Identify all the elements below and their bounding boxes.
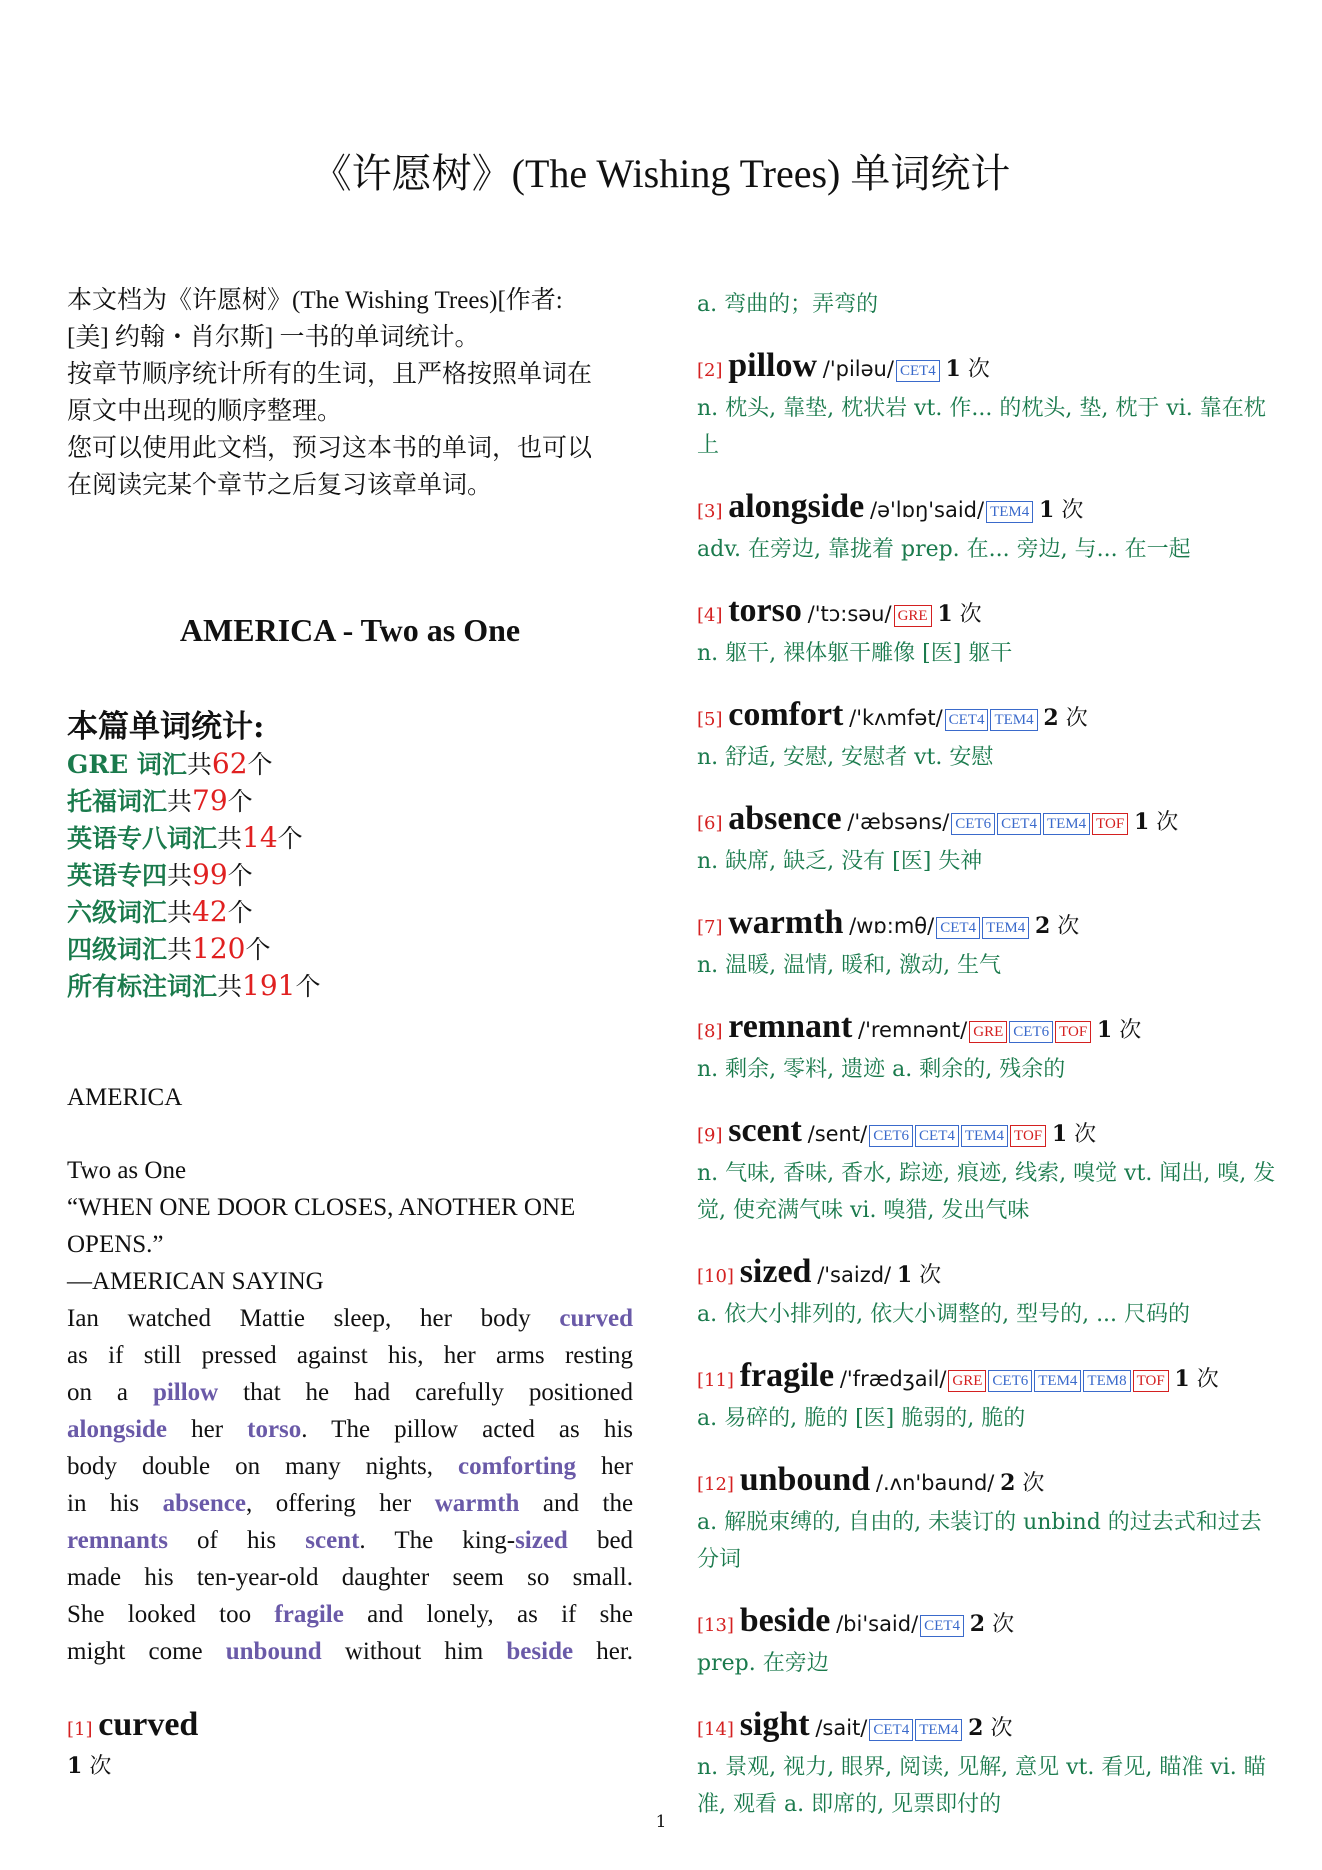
- passage-text: and lonely, as if she: [367, 1601, 634, 1628]
- entry-count-suffix: 次: [919, 1263, 942, 1288]
- keyword-comforting: comforting: [458, 1453, 577, 1480]
- passage-text: her: [601, 1453, 633, 1480]
- entry-phonetic: /'remnənt/: [858, 1018, 968, 1042]
- keyword-fragile: fragile: [274, 1601, 344, 1628]
- entry-word: scent: [728, 1112, 802, 1149]
- entry-index: [14]: [697, 1719, 734, 1740]
- level-tag: CET4: [920, 1615, 964, 1637]
- entry-index: [6]: [697, 813, 723, 834]
- stat-row: [67, 968, 633, 1005]
- vocab-entry: [697, 800, 1277, 880]
- passage-line: Two as One: [67, 1157, 187, 1184]
- entry-count-suffix: 次: [959, 602, 982, 627]
- entry-word: sight: [739, 1706, 810, 1743]
- stat-prefix: 共: [186, 750, 212, 779]
- entry-count-number: 1: [1039, 497, 1055, 523]
- stat-prefix: 共: [217, 824, 243, 853]
- entry-definition: prep. 在旁边: [697, 1651, 829, 1676]
- entry-definition: adv. 在旁边, 靠拢着 prep. 在... 旁边, 与... 在一起: [697, 537, 1191, 562]
- passage-text: her: [191, 1416, 224, 1443]
- passage-line: “WHEN ONE DOOR CLOSES, ANOTHER ONE: [67, 1194, 576, 1221]
- vocab-entry: [697, 1253, 1277, 1333]
- passage-line: AMERICA: [67, 1084, 183, 1111]
- level-tag: TEM4: [982, 917, 1029, 939]
- entry-index: [5]: [697, 709, 723, 730]
- stat-prefix: 共: [167, 861, 193, 890]
- stat-suffix: 个: [277, 824, 303, 853]
- level-tag: CET4: [896, 360, 940, 382]
- stat-suffix: 个: [227, 787, 253, 816]
- stat-suffix: 个: [227, 861, 253, 890]
- entry-head: [697, 488, 1277, 531]
- stat-count: 14: [242, 821, 278, 854]
- level-tag: CET4: [936, 917, 980, 939]
- right-column: [697, 286, 1277, 1847]
- stat-prefix: 共: [167, 935, 193, 964]
- entry-word: warmth: [728, 904, 844, 941]
- entry-count-suffix: 次: [1057, 914, 1080, 939]
- entry-count-suffix: 次: [1196, 1367, 1219, 1392]
- entry-head: [697, 592, 1277, 635]
- entry-word: beside: [739, 1602, 831, 1639]
- intro-line: 在阅读完某个章节之后复习该章单词。: [67, 472, 493, 499]
- entry-phonetic: /'frædʒail/: [839, 1367, 947, 1391]
- entry-head: [697, 800, 1277, 843]
- level-tag: TEM4: [986, 501, 1033, 523]
- entry-count-number: 1: [1133, 809, 1150, 835]
- entry-count: [937, 602, 981, 627]
- entry-head: [67, 1706, 633, 1749]
- entry-count-suffix: 次: [1074, 1122, 1097, 1147]
- vocab-entry: [697, 347, 1277, 464]
- entry-phonetic: /bi'said/: [836, 1612, 919, 1636]
- entry-index: [2]: [697, 360, 723, 381]
- level-tag: CET6: [1009, 1021, 1053, 1043]
- entry-count: [968, 1716, 1012, 1741]
- keyword-pillow: pillow: [152, 1379, 219, 1406]
- keyword-remnants: remnants: [67, 1527, 168, 1554]
- entry-count-number: 1: [1174, 1366, 1190, 1392]
- entry-index: [4]: [697, 605, 723, 626]
- entry-phonetic: /ə'lɒŋ'said/: [870, 498, 985, 522]
- entry-word: pillow: [728, 347, 818, 384]
- intro-line: 原文中出现的顺序整理。: [67, 398, 343, 425]
- vocab-entry-list: [697, 347, 1277, 1823]
- stat-prefix: 共: [167, 898, 193, 927]
- passage-text: . The pillow acted as his: [301, 1416, 634, 1443]
- stat-label: 托福词汇: [67, 787, 168, 816]
- level-tag: CET4: [869, 1719, 913, 1741]
- entry-phonetic: /'æbsəns/: [847, 810, 950, 834]
- stat-label: GRE 词汇: [67, 750, 187, 779]
- entry-count: [1000, 1471, 1044, 1496]
- entry-count-number: 1: [896, 1262, 913, 1288]
- entry-phonetic: /.ʌn'baund/: [875, 1471, 995, 1495]
- entry-head: [697, 904, 1277, 947]
- passage-text: . The king-: [359, 1527, 516, 1554]
- stat-row: [67, 894, 633, 931]
- entry-count-suffix: 次: [990, 1716, 1013, 1741]
- passage-line: [67, 1411, 633, 1448]
- passage-text: on a: [67, 1379, 129, 1406]
- keyword-sized: sized: [515, 1527, 568, 1554]
- entry-count: [1039, 498, 1083, 523]
- stat-count: 79: [192, 784, 228, 817]
- passage-line: [67, 1374, 633, 1411]
- entry-head: [697, 1461, 1277, 1504]
- entry-count-suffix: 次: [1065, 706, 1088, 731]
- entry-definition: n. 景观, 视力, 眼界, 阅读, 见解, 意见 vt. 看见, 瞄准 vi. 瞄准, 观看 a. 即席的, 见票即付的: [697, 1755, 1266, 1817]
- intro-line: 本文档为《许愿树》(The Wishing Trees)[作者:: [67, 287, 563, 314]
- entry-count-number: 2: [969, 1611, 986, 1637]
- stat-prefix: 共: [167, 787, 193, 816]
- entry-definition: a. 弯曲的；弄弯的: [697, 292, 879, 317]
- passage-line: [67, 1485, 633, 1522]
- stat-count: 191: [242, 969, 296, 1002]
- level-tag: GRE: [948, 1370, 986, 1392]
- entry-count-suffix: 次: [1022, 1471, 1045, 1496]
- entry-count: [1134, 810, 1178, 835]
- keyword-warmth: warmth: [434, 1490, 520, 1517]
- entry-count: [1174, 1367, 1218, 1392]
- entry-definition: a. 依大小排列的, 依大小调整的, 型号的, ... 尺码的: [697, 1302, 1191, 1327]
- document-title: 《许愿树》(The Wishing Trees) 单词统计: [311, 151, 1011, 196]
- entry-count: [897, 1263, 941, 1288]
- entry-count-suffix: 次: [1156, 810, 1179, 835]
- entry-count-number: 2: [968, 1715, 984, 1741]
- vocab-entry: [697, 1706, 1277, 1823]
- level-tag: CET4: [997, 813, 1041, 835]
- entry-head: [697, 347, 1277, 390]
- level-tag: CET4: [945, 709, 989, 731]
- entry-index: [9]: [697, 1125, 723, 1146]
- keyword-unbound: unbound: [225, 1638, 322, 1665]
- keyword-torso: torso: [247, 1416, 302, 1443]
- entry-phonetic: /wɒ:mθ/: [849, 914, 935, 938]
- level-tag: TEM4: [990, 709, 1037, 731]
- level-tag: GRE: [894, 605, 932, 627]
- entry-phonetic: /sent/: [807, 1122, 868, 1146]
- entry-head: [697, 1112, 1277, 1155]
- entry-phonetic: /'piləu/: [822, 357, 894, 381]
- entry-index: [3]: [697, 501, 723, 522]
- entry-index: [7]: [697, 917, 723, 938]
- stat-suffix: 个: [295, 972, 321, 1001]
- entry-count: [1043, 706, 1087, 731]
- entry-count-number: 1: [67, 1753, 83, 1779]
- entry-count: [1052, 1122, 1096, 1147]
- level-tag: TEM4: [915, 1719, 962, 1741]
- entry-count-suffix: 次: [89, 1754, 112, 1779]
- entry-count-suffix: 次: [992, 1612, 1015, 1637]
- passage-line: [67, 1522, 633, 1559]
- vocab-entry: [67, 1706, 633, 1780]
- entry-count: [970, 1612, 1014, 1637]
- entry-word: alongside: [728, 488, 865, 525]
- entry-index: [12]: [697, 1474, 734, 1495]
- level-tag: TOF: [1133, 1370, 1169, 1392]
- entry-index: [1]: [67, 1719, 93, 1740]
- entry-definition: a. 易碎的, 脆的 [医] 脆弱的, 脆的: [697, 1406, 1026, 1431]
- stat-label: 英语专八词汇: [67, 824, 218, 853]
- stat-count: 42: [192, 895, 228, 928]
- stat-label: 四级词汇: [67, 935, 168, 964]
- level-tag: CET4: [915, 1125, 959, 1147]
- passage-text: and the: [542, 1490, 634, 1517]
- level-tag: TEM4: [1043, 813, 1090, 835]
- stat-row: [67, 820, 633, 857]
- entry-count-suffix: 次: [1061, 498, 1084, 523]
- entry-index: [10]: [697, 1266, 734, 1287]
- stat-count: 99: [192, 858, 228, 891]
- entry-count-number: 2: [1034, 913, 1051, 939]
- entry-index: [8]: [697, 1021, 723, 1042]
- left-column: [67, 282, 633, 1780]
- entry-count-suffix: 次: [967, 357, 990, 382]
- passage-line: [67, 1596, 633, 1633]
- entry-word: fragile: [739, 1357, 835, 1394]
- passage-text: her.: [596, 1638, 634, 1665]
- passage-text: in his: [67, 1490, 140, 1517]
- stat-label: 六级词汇: [67, 898, 168, 927]
- passage-line: OPENS.”: [67, 1231, 164, 1258]
- stats-list: [67, 746, 633, 1005]
- entry-index: [13]: [697, 1615, 734, 1636]
- keyword-scent: scent: [305, 1527, 360, 1554]
- entry-definition: n. 躯干, 裸体躯干雕像 [医] 躯干: [697, 641, 1013, 666]
- level-tag: TEM8: [1083, 1370, 1130, 1392]
- chapter-title: AMERICA - Two as One: [179, 612, 521, 648]
- entry-phonetic: /'tɔ:səu/: [807, 602, 892, 626]
- passage-text: Ian watched Mattie sleep, her body: [67, 1305, 531, 1332]
- keyword-alongside: alongside: [67, 1416, 168, 1443]
- vocab-entry: [697, 696, 1277, 776]
- entry-head: [697, 1602, 1277, 1645]
- entry-index: [11]: [697, 1370, 734, 1391]
- entry-definition: n. 气味, 香味, 香水, 踪迹, 痕迹, 线索, 嗅觉 vt. 闻出, 嗅, 发觉, 使充满气味 vi. 嗅猎, 发出气味: [697, 1161, 1276, 1223]
- passage-line: as if still pressed against his, her arms resting: [67, 1342, 633, 1369]
- stat-suffix: 个: [227, 898, 253, 927]
- level-tag: CET6: [988, 1370, 1032, 1392]
- page-number: 1: [655, 1812, 667, 1832]
- stat-label: 所有标注词汇: [67, 972, 218, 1001]
- intro-line: 按章节顺序统计所有的生词，且严格按照单词在: [67, 361, 593, 388]
- passage-line: made his ten-year-old daughter seem so small.: [67, 1564, 633, 1591]
- vocab-entry: [697, 592, 1277, 672]
- passage-text: , offering her: [245, 1490, 412, 1517]
- entry-head: [697, 1008, 1277, 1051]
- entry-count: [67, 1749, 633, 1780]
- entry-definition: n. 枕头, 靠垫, 枕状岩 vt. 作... 的枕头, 垫, 枕于 vi. 靠在枕上: [697, 396, 1266, 458]
- vocab-entry: [697, 1602, 1277, 1682]
- entry-count-number: 1: [1051, 1121, 1068, 1147]
- passage-line: —AMERICAN SAYING: [67, 1268, 324, 1295]
- vocab-entry: [697, 1357, 1277, 1437]
- entry-word: unbound: [739, 1461, 871, 1498]
- entry-count-number: 2: [1000, 1470, 1016, 1496]
- stats-heading: 本篇单词统计:: [67, 709, 265, 745]
- intro-line: 您可以使用此文档，预习这本书的单词，也可以: [67, 435, 593, 462]
- entry-count-suffix: 次: [1119, 1018, 1142, 1043]
- stat-row: [67, 783, 633, 820]
- entry-definition: n. 舒适, 安慰, 安慰者 vt. 安慰: [697, 745, 994, 770]
- level-tag: TOF: [1092, 813, 1128, 835]
- entry-count-number: 1: [1096, 1017, 1113, 1043]
- stat-row: [67, 931, 633, 968]
- vocab-entry: [697, 1461, 1277, 1578]
- entry-word: torso: [728, 592, 802, 629]
- vocab-entry: [697, 904, 1277, 984]
- level-tag: TOF: [1055, 1021, 1091, 1043]
- level-tag: TEM4: [1034, 1370, 1081, 1392]
- passage-text: of his: [197, 1527, 277, 1554]
- entry-definition: n. 温暖, 温情, 暖和, 激动, 生气: [697, 953, 1002, 978]
- entry-word: absence: [728, 800, 842, 837]
- vocab-entry: [697, 1008, 1277, 1088]
- stat-row: [67, 857, 633, 894]
- entry-definition: a. 解脱束缚的, 自由的, 未装订的 unbind 的过去式和过去分词: [697, 1510, 1262, 1572]
- entry-word: sized: [739, 1253, 812, 1290]
- stat-suffix: 个: [245, 935, 271, 964]
- passage-text: bed: [596, 1527, 634, 1554]
- entry-head: [697, 1706, 1277, 1749]
- entry-count: [1097, 1018, 1141, 1043]
- entry-phonetic: /'saizd/: [817, 1263, 892, 1287]
- entry-word: curved: [98, 1706, 199, 1743]
- entry-count-number: 1: [945, 356, 961, 382]
- level-tag: TEM4: [961, 1125, 1008, 1147]
- entry-count: [1035, 914, 1079, 939]
- intro-text: [67, 282, 633, 504]
- stat-count: 62: [211, 747, 248, 780]
- entry-head: [697, 1253, 1277, 1296]
- keyword-absence: absence: [162, 1490, 246, 1517]
- vocab-entry: [697, 488, 1277, 568]
- passage-text: might come: [67, 1638, 203, 1665]
- passage-text: body double on many nights,: [67, 1453, 434, 1480]
- entry-definition: n. 剩余, 零料, 遗迹 a. 剩余的, 残余的: [697, 1057, 1066, 1082]
- passage-text: without him: [344, 1638, 484, 1665]
- level-tag: TOF: [1010, 1125, 1046, 1147]
- level-tag: CET6: [869, 1125, 913, 1147]
- passage-line: [67, 1633, 633, 1670]
- entry-phonetic: /'kʌmfət/: [849, 706, 943, 730]
- entry-head: [697, 1357, 1277, 1400]
- stat-prefix: 共: [217, 972, 243, 1001]
- stat-label: 英语专四: [67, 861, 168, 890]
- passage-text: She looked too: [67, 1601, 252, 1628]
- intro-line: [美] 约翰・肖尔斯] 一书的单词统计。: [67, 324, 480, 351]
- entry-phonetic: /sait/: [815, 1716, 868, 1740]
- level-tag: GRE: [969, 1021, 1007, 1043]
- entry-count-number: 1: [937, 601, 953, 627]
- entry-count-number: 2: [1043, 705, 1059, 731]
- entry-count: [946, 357, 990, 382]
- stat-count: 120: [192, 932, 246, 965]
- entry-word: remnant: [728, 1008, 853, 1045]
- passage-text: that he had carefully positioned: [243, 1379, 633, 1406]
- stat-suffix: 个: [247, 750, 273, 779]
- level-tag: CET6: [951, 813, 995, 835]
- vocab-entry: [697, 1112, 1277, 1229]
- passage-line: [67, 1448, 633, 1485]
- stat-row: [67, 746, 633, 783]
- keyword-beside: beside: [506, 1638, 574, 1665]
- keyword-curved: curved: [559, 1305, 633, 1332]
- entry-definition: n. 缺席, 缺乏, 没有 [医] 失神: [697, 849, 983, 874]
- entry-head: [697, 696, 1277, 739]
- passage: [67, 1079, 633, 1670]
- entry-word: comfort: [728, 696, 844, 733]
- passage-line: [67, 1300, 633, 1337]
